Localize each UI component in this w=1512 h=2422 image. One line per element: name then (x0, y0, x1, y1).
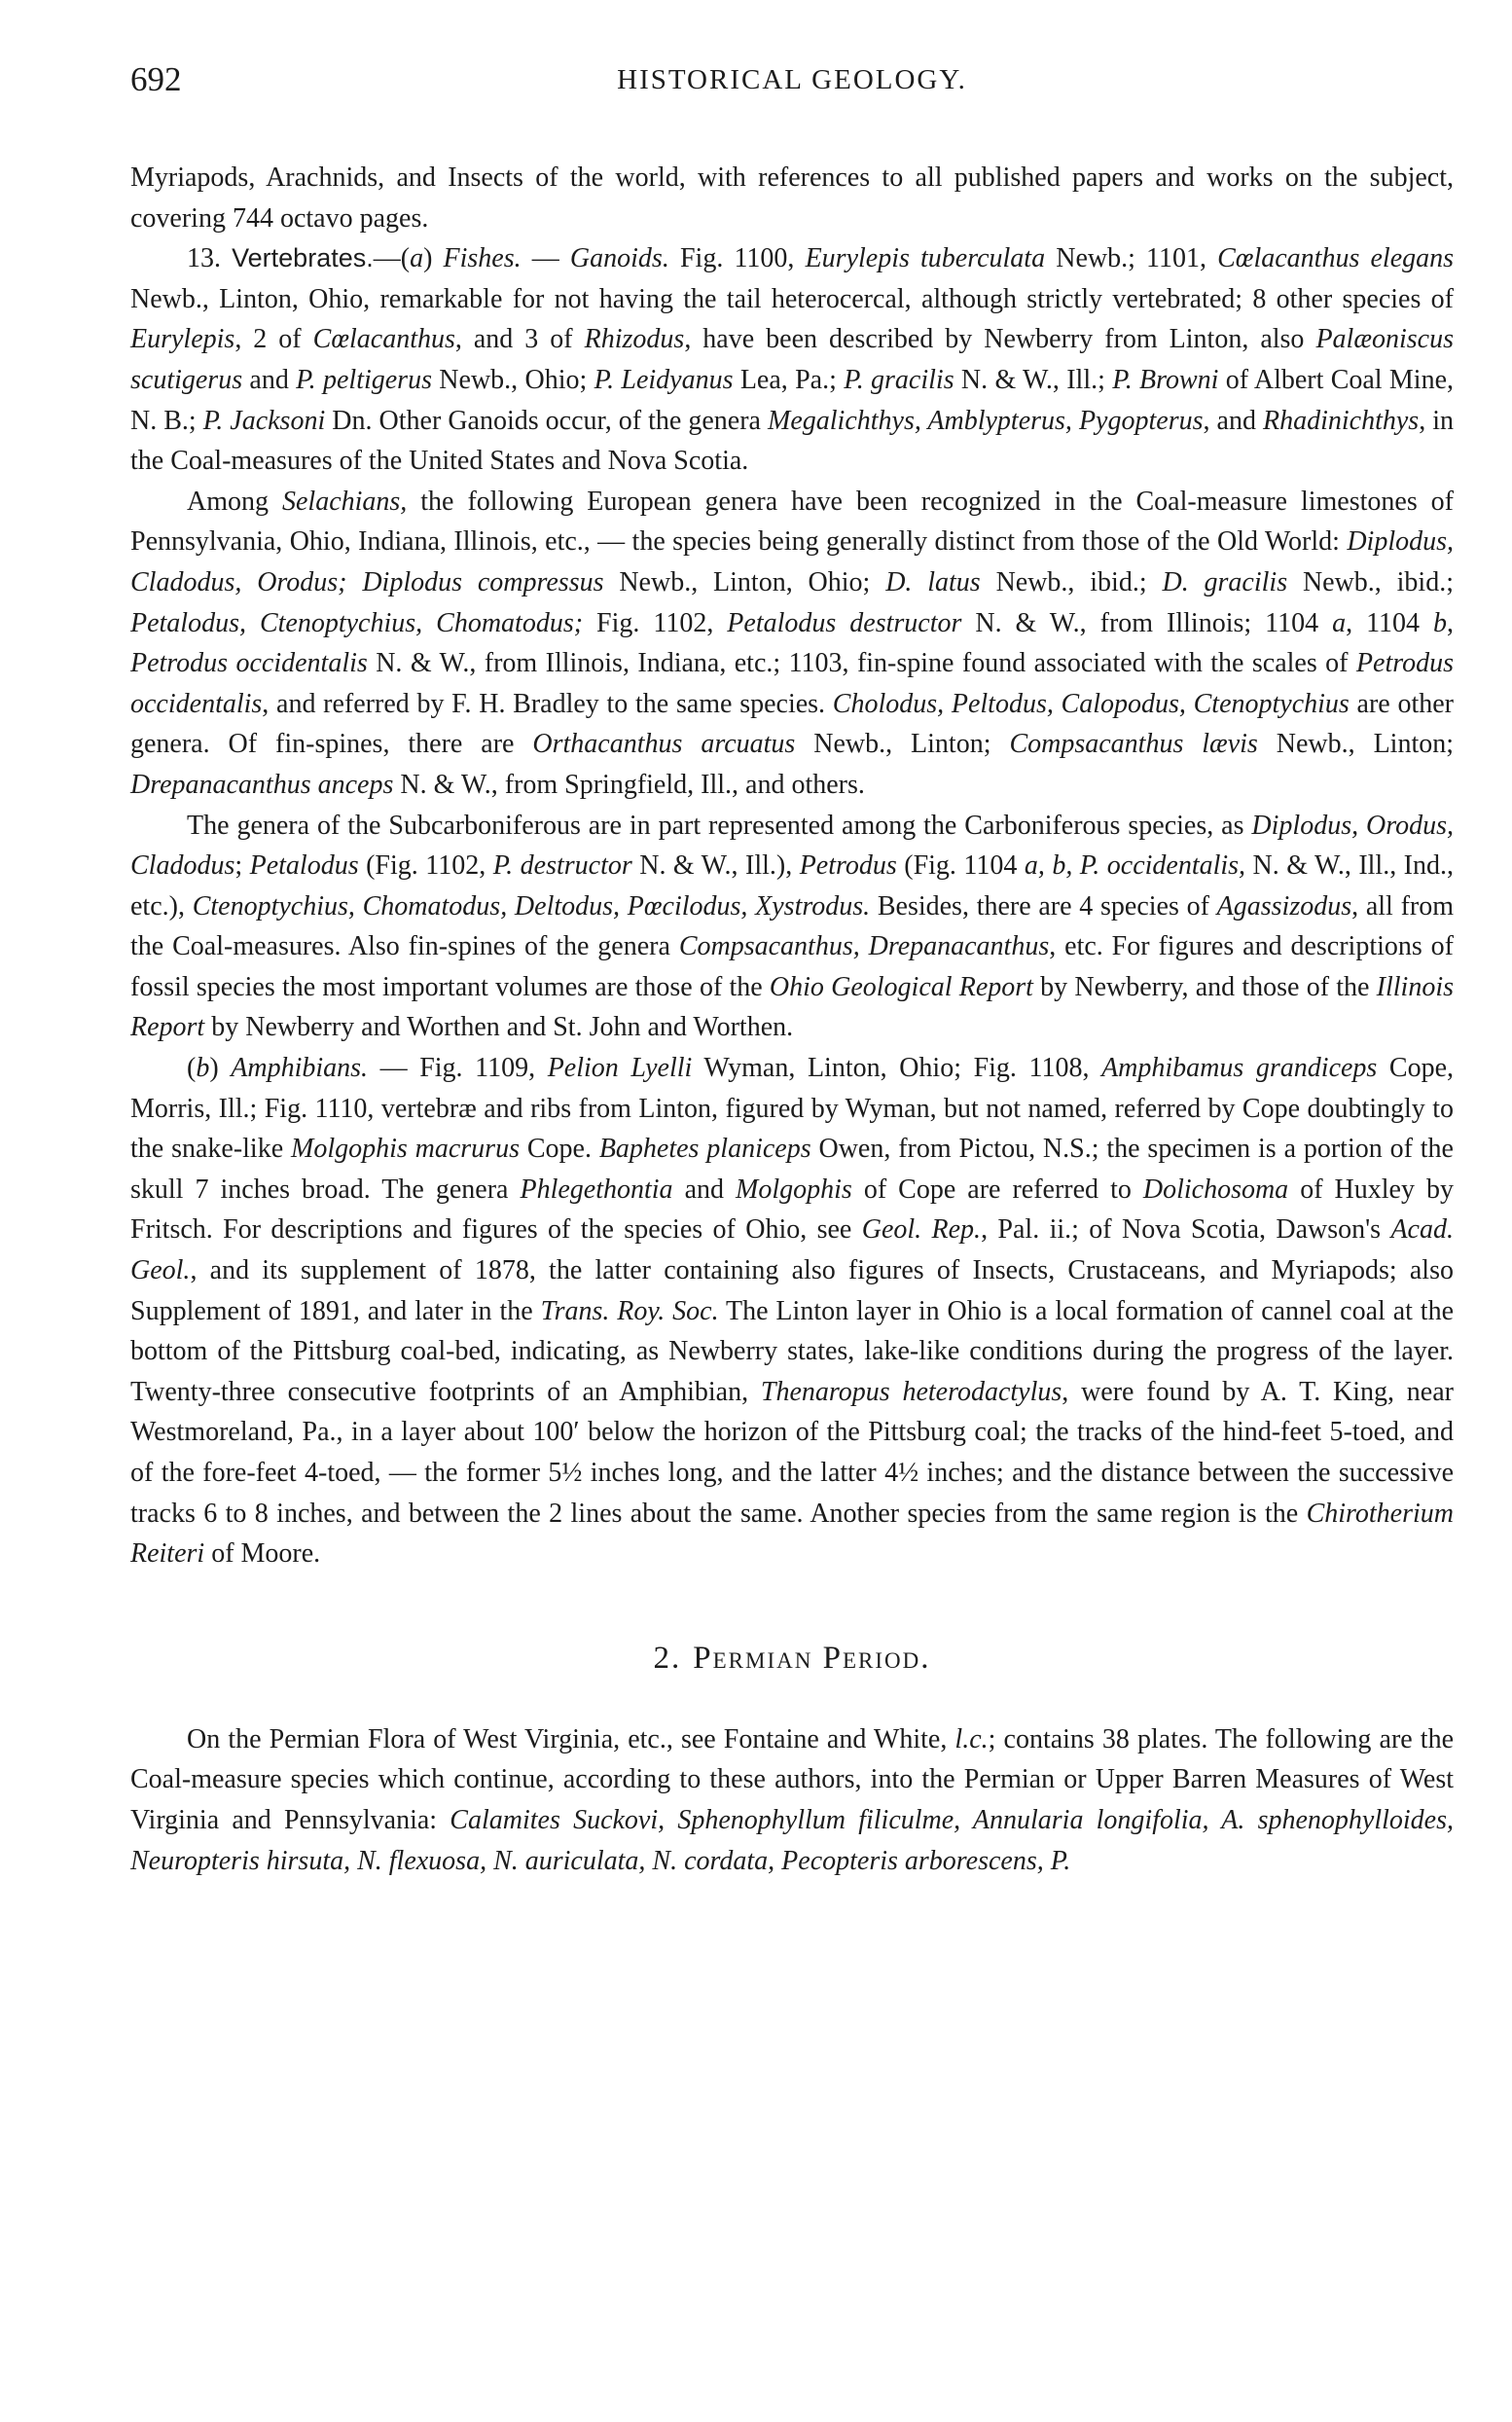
section-heading (130, 1641, 1454, 1677)
text-run: , have been described by Newberry from Linton, also (684, 324, 1316, 355)
text-run: , in the Coal-measures of the United States and Nova Scotia. (130, 405, 1454, 477)
italic-run: Acad. Geol. (130, 1214, 1454, 1286)
italic-run: Diplodus, Orodus, Cladodus (130, 810, 1454, 882)
text-run: by Newberry, and those of the (1032, 971, 1377, 1002)
italic-run: a (1332, 607, 1347, 638)
text-run: , and 3 of (454, 324, 585, 355)
italic-run: Ganoids. (569, 243, 669, 274)
paragraph-6 (130, 1719, 1454, 1881)
text-run: N. & W., from Illinois; 1104 (961, 607, 1333, 638)
text-run: the following European genera have been recognized in the Coal-measure limestones of Pennsylvania, Ohio, Indiana, Illinois, etc., — the species being generally distinct from those of the Old World: (130, 486, 1455, 558)
text-run: , 2 of (234, 324, 313, 355)
italic-run: P. destructor (492, 850, 632, 882)
text-run: N. & W., Ill.; (954, 364, 1113, 395)
text-run: of Moore. (204, 1538, 321, 1570)
text-run: Newb., Linton, Ohio, remarkable for not having the tail heterocercal, although strictly vertebrated; 8 other species of (130, 283, 1454, 314)
text-run: ) (209, 1053, 232, 1084)
heading-run: Vertebrates. (232, 243, 374, 273)
italic-run: Petalodus (249, 850, 359, 882)
text-run: The Linton layer in Ohio is a local formation of cannel coal at the bottom of the Pittsburg coal-bed, indicating, as Newberry states, lake-like conditions during the progress of the layer. Twenty-three consecutive footprints of an Amphibian, (130, 1295, 1455, 1407)
italic-run: Chirotherium Reiteri (130, 1498, 1454, 1570)
text-run: N. & W., Ill.), (631, 850, 800, 882)
text-run: N. & W., from Illinois, Indiana, etc.; 1103, fin-spine found associated with the scales of (367, 648, 1356, 679)
italic-run: Eurylepis tuberculata (805, 243, 1046, 274)
italic-run: Diplodus, Cladodus, Orodus; Diplodus compressus (130, 526, 1454, 597)
running-head (130, 60, 1454, 115)
text-run: , 1104 (1346, 607, 1434, 638)
italic-run: Thenaropus heterodactylus (760, 1376, 1062, 1407)
text-run: On the Permian Flora of West Virginia, etc., see Fontaine and White, (187, 1723, 955, 1754)
text-run: Cope. (519, 1134, 599, 1165)
italic-run: Cœlacanthus (312, 324, 455, 355)
italic-run: Trans. Roy. Soc. (540, 1295, 719, 1326)
italic-run: Orthacanthus arcuatus (532, 729, 796, 760)
italic-run: Compsacanthus lævis (1009, 729, 1258, 760)
text-run: —( (373, 243, 411, 274)
text-run: Newb.; 1101, (1045, 243, 1218, 274)
italic-run: Megalichthys, Amblypterus, Pygopterus (768, 405, 1204, 436)
italic-run: Geol. Rep. (861, 1214, 982, 1246)
italic-run: P. gracilis (844, 364, 954, 395)
text-run: ) (423, 243, 444, 274)
italic-run: Molgophis (736, 1174, 852, 1205)
text-run: Newb., ibid.; (980, 566, 1163, 597)
italic-run: Palæoniscus scutigerus (130, 324, 1454, 395)
text-run: (Fig. 1102, (358, 850, 493, 882)
text-run: Newb., Linton; (1257, 729, 1455, 760)
paragraph-4 (130, 806, 1454, 1049)
text-run: Among (187, 486, 282, 517)
text-run: Newb., Linton; (795, 729, 1010, 760)
text-run: ; contains 38 plates. The following are the Coal-measure species which continue, according to these authors, into the Permian or Upper Barren Measures of West Virginia and Pennsylvania: (130, 1723, 1454, 1835)
text-run: Fig. 1102, (583, 607, 728, 638)
section-gap (130, 1574, 1454, 1627)
italic-run: Petrodus occidentalis (130, 648, 368, 679)
italic-run: Petalodus, Ctenoptychius, Chomatodus; (130, 607, 584, 638)
italic-run: Petrodus occidentalis (130, 648, 1454, 719)
italic-run: Ohio Geological Report (769, 971, 1033, 1002)
text-run: Lea, Pa.; (733, 364, 845, 395)
text-run: N. & W., Ill., Ind., etc.), (130, 850, 1454, 922)
page (130, 60, 1454, 1881)
text-run: Owen, from Pictou, N.S.; the specimen is a portion of the skull 7 inches broad. The genera (130, 1134, 1454, 1205)
italic-run: Baphetes planiceps (598, 1134, 811, 1165)
text-run: Myriapods, Arachnids, and Insects of the world, with references to all published papers and works on the subject, covering 744 octavo pages. (130, 163, 1454, 234)
italic-run: a (410, 243, 424, 274)
text-run: Fig. 1100, (668, 243, 806, 274)
italic-run: Selachians, (281, 486, 408, 517)
text-run: , (1447, 607, 1455, 638)
text-run: , and referred by F. H. Bradley to the same species. (262, 688, 833, 719)
text-run: by Newberry and Worthen and St. John and Worthen. (204, 1012, 794, 1043)
text-run: , all from the Coal-measures. Also fin-spines of the genera (130, 890, 1454, 962)
text-run: Wyman, Linton, Ohio; Fig. 1108, (692, 1053, 1102, 1084)
text-run: ( (187, 1053, 197, 1084)
italic-run: Pelion Lyelli (547, 1053, 693, 1084)
text-run: , and its supplement of 1878, the latter containing also figures of Insects, Crustaceans, and Myriapods; also Supplement of 1891, and later in the (130, 1255, 1454, 1326)
text-run: Newb., Linton, Ohio; (603, 566, 886, 597)
italic-run: P. Browni (1112, 364, 1219, 395)
text-run: ; (234, 850, 250, 882)
text-run: (Fig. 1104 (896, 850, 1025, 882)
body-text (130, 158, 1454, 1881)
italic-run: D. latus (885, 566, 981, 597)
italic-run: Illinois Report (130, 971, 1454, 1043)
italic-run: b (1433, 607, 1448, 638)
text-run: Newb., Ohio; (431, 364, 594, 395)
paragraph-3 (130, 482, 1454, 806)
italic-run: Drepanacanthus anceps (130, 769, 394, 800)
italic-run: D. gracilis (1162, 566, 1288, 597)
italic-run: P. Jacksoni (202, 405, 326, 436)
text-run: Besides, there are 4 species of (870, 890, 1217, 922)
text-run: of Albert Coal Mine, N. B.; (130, 364, 1455, 436)
italic-run: l.c. (954, 1723, 989, 1754)
page-number: 692 (130, 60, 182, 98)
section-title: Permian Period. (693, 1640, 931, 1676)
italic-run: Petrodus (799, 850, 897, 882)
text-run: of Cope are referred to (851, 1174, 1143, 1205)
paragraph-1 (130, 158, 1454, 238)
italic-run: Rhizodus (584, 324, 685, 355)
italic-run: Compsacanthus, Drepanacanthus (678, 931, 1050, 962)
text-run: The genera of the Subcarboniferous are in part represented among the Carboniferous species, as (187, 810, 1252, 841)
section-number: 2. (653, 1640, 682, 1676)
italic-run: Molgophis macrurus (291, 1134, 520, 1165)
text-run: 13. (187, 243, 233, 274)
text-run: of Huxley by Fritsch. For descriptions and figures of the species of Ohio, see (130, 1174, 1454, 1246)
italic-run: Rhadinichthys (1262, 405, 1420, 436)
italic-run: a, b, P. occidentalis, (1024, 850, 1246, 882)
italic-run: P. peltigerus (296, 364, 432, 395)
italic-run: Ctenoptychius, Chomatodus, Deltodus, Pœcilodus, Xystrodus. (192, 890, 871, 922)
italic-run: Phlegethontia (520, 1174, 673, 1205)
text-run: Cope, Morris, Ill.; Fig. 1110, vertebræ and ribs from Linton, figured by Wyman, but not named, referred by Cope doubtingly to the snake-like (130, 1053, 1455, 1165)
italic-run: Cœlacanthus elegans (1217, 243, 1455, 274)
text-run: , and (1203, 405, 1263, 436)
text-run: — (521, 243, 570, 274)
italic-run: Cholodus, Peltodus, Calopodus, Ctenoptychius (832, 688, 1350, 719)
italic-run: Amphibians. (231, 1053, 369, 1084)
text-run: and (242, 364, 297, 395)
italic-run: P. Leidyanus (594, 364, 734, 395)
italic-run: Dolichosoma (1142, 1174, 1289, 1205)
paragraph-2 (130, 238, 1454, 482)
text-run: , Pal. ii.; of Nova Scotia, Dawson's (981, 1214, 1391, 1246)
text-run: are other genera. Of fin-spines, there are (130, 688, 1454, 760)
italic-run: Calamites Suckovi, Sphenophyllum filiculme, Annularia longifolia, A. sphenophylloides, Neuropteris hirsuta, N. flexuosa, N. auriculata, N. cordata, Pecopteris arborescens, P. (130, 1804, 1454, 1876)
paragraph-5 (130, 1048, 1454, 1574)
italic-run: Fishes. (443, 243, 522, 274)
italic-run: Agassizodus (1216, 890, 1352, 922)
text-run: N. & W., from Springfield, Ill., and others. (393, 769, 865, 800)
text-run: Newb., ibid.; (1287, 566, 1454, 597)
italic-run: Amphibamus grandiceps (1101, 1053, 1378, 1084)
text-run: , etc. For figures and descriptions of fossil species the most important volumes are those of the (130, 931, 1454, 1002)
text-run: and (672, 1174, 737, 1205)
text-run: , were found by A. T. King, near Westmoreland, Pa., in a layer about 100′ below the horizon of the Pittsburg coal; the tracks of the hind-feet 5-toed, and of the fore-feet 4-toed, — the former 5½ inches long, and the latter 4½ inches; and the distance between the successive tracks 6 to 8 inches, and between the 2 lines about the same. Another species from the same region is the (130, 1376, 1454, 1529)
italic-run: Petalodus destructor (727, 607, 962, 638)
running-title: HISTORICAL GEOLOGY. (617, 64, 967, 95)
text-run: Dn. Other Ganoids occur, of the genera (325, 405, 769, 436)
italic-run: Eurylepis (130, 324, 235, 355)
italic-run: b (196, 1053, 210, 1084)
text-run: — Fig. 1109, (368, 1053, 548, 1084)
